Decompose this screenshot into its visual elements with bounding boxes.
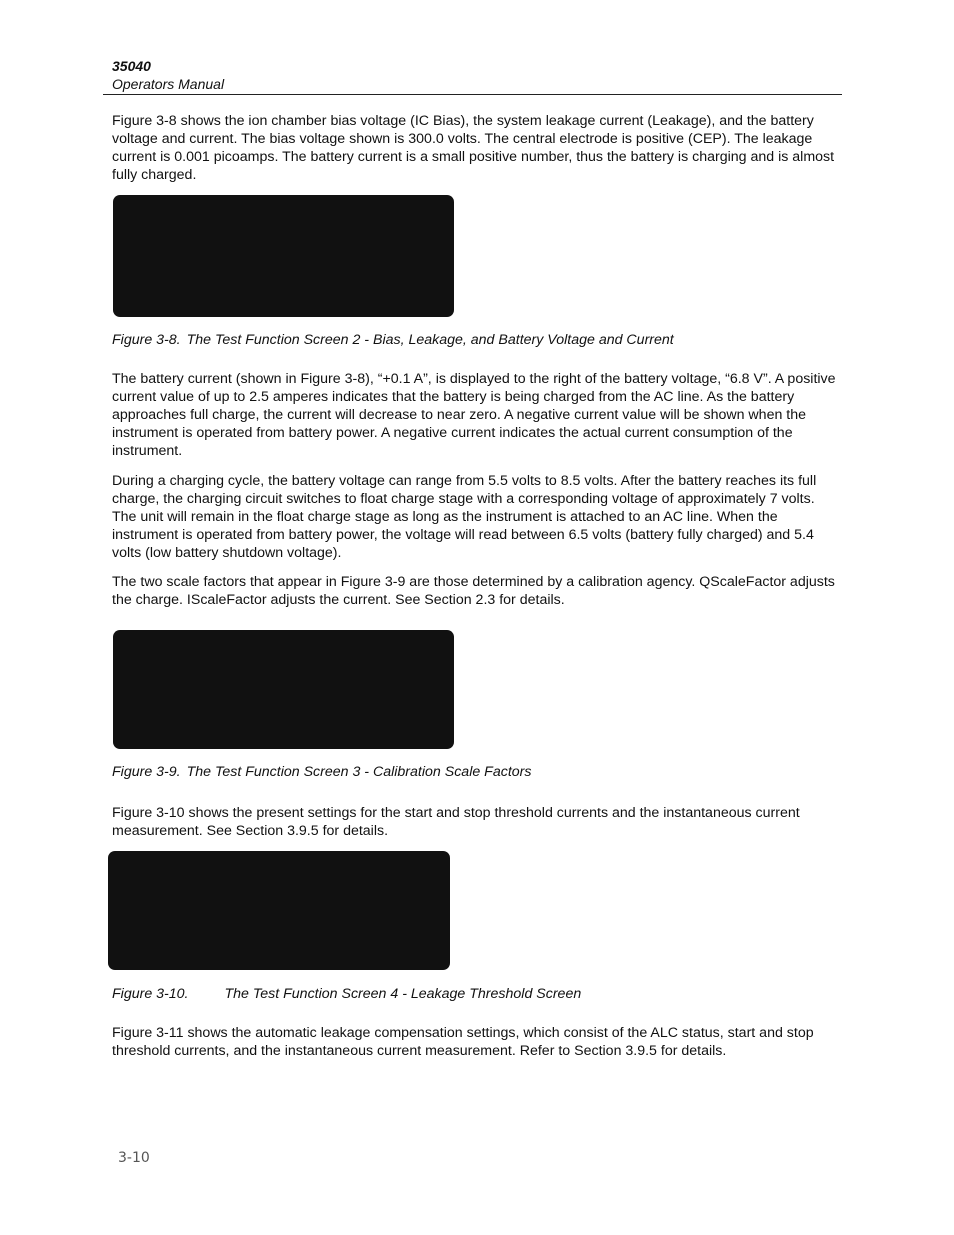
figure-3-8-label: Figure 3-8. xyxy=(112,332,181,348)
figure-3-10-caption xyxy=(112,985,581,1003)
figure-3-9-label: Figure 3-9. xyxy=(112,764,181,780)
page-number: 3-10 xyxy=(118,1150,150,1166)
paragraph-figure-3-10-intro: Figure 3-10 shows the present settings for the start and stop threshold currents and the instantaneous current measurement. See Section 3.9.5 for details. xyxy=(112,805,800,839)
figure-3-9-screen-image xyxy=(113,630,454,749)
document-model-number: 35040 xyxy=(112,58,151,74)
page-header xyxy=(103,57,842,95)
figure-3-8-screen-image xyxy=(113,195,454,317)
figure-3-10-title: The Test Function Screen 4 - Leakage Threshold Screen xyxy=(224,986,582,1002)
figure-3-9-caption xyxy=(112,763,531,781)
figure-3-9-title: The Test Function Screen 3 - Calibration Scale Factors xyxy=(186,764,532,780)
figure-3-8-caption xyxy=(112,331,674,349)
document-subtitle: Operators Manual xyxy=(112,76,225,92)
figure-3-10-screen-image xyxy=(108,851,450,970)
paragraph-battery-current: The battery current (shown in Figure 3-8), “+0.1 A”, is displayed to the right of the battery voltage, “6.8 V”. A positive current value of up to 2.5 amperes indicates that the battery is being charged from the AC line. As the battery approaches full charge, the current will decrease to near zero. A negative current value will be shown when the instrument is operated from battery power. A negative current indicates the actual current consumption of the instrument. xyxy=(112,371,836,459)
figure-3-10-label: Figure 3-10. xyxy=(112,986,189,1002)
paragraph-charging-cycle: During a charging cycle, the battery voltage can range from 5.5 volts to 8.5 volts. After the battery reaches its full charge, the charging circuit switches to float charge stage with a corresponding voltage of approximately 7 volts. The unit will remain in the float charge stage as long as the instrument is attached to an AC line. When the instrument is operated from battery power, the voltage will read between 6.5 volts (battery fully charged) and 5.4 volts (low battery shutdown voltage). xyxy=(112,473,817,561)
figure-3-8-title: The Test Function Screen 2 - Bias, Leakage, and Battery Voltage and Current xyxy=(186,332,674,348)
paragraph-scale-factors: The two scale factors that appear in Figure 3-9 are those determined by a calibration agency. QScaleFactor adjusts the charge. IScaleFactor adjusts the current. See Section 2.3 for details. xyxy=(112,574,835,608)
paragraph-figure-3-8-intro: Figure 3-8 shows the ion chamber bias voltage (IC Bias), the system leakage current (Leakage), and the battery voltage and current. The bias voltage shown is 300.0 volts. The central electrode is positive (CEP). The leakage current is 0.001 picoamps. The battery current is a small positive number, thus the battery is charging and is almost fully charged. xyxy=(112,113,835,183)
paragraph-figure-3-11-intro: Figure 3-11 shows the automatic leakage compensation settings, which consist of the ALC status, start and stop threshold currents, and the instantaneous current measurement. Refer to Section 3.9.5 for details. xyxy=(112,1025,814,1059)
